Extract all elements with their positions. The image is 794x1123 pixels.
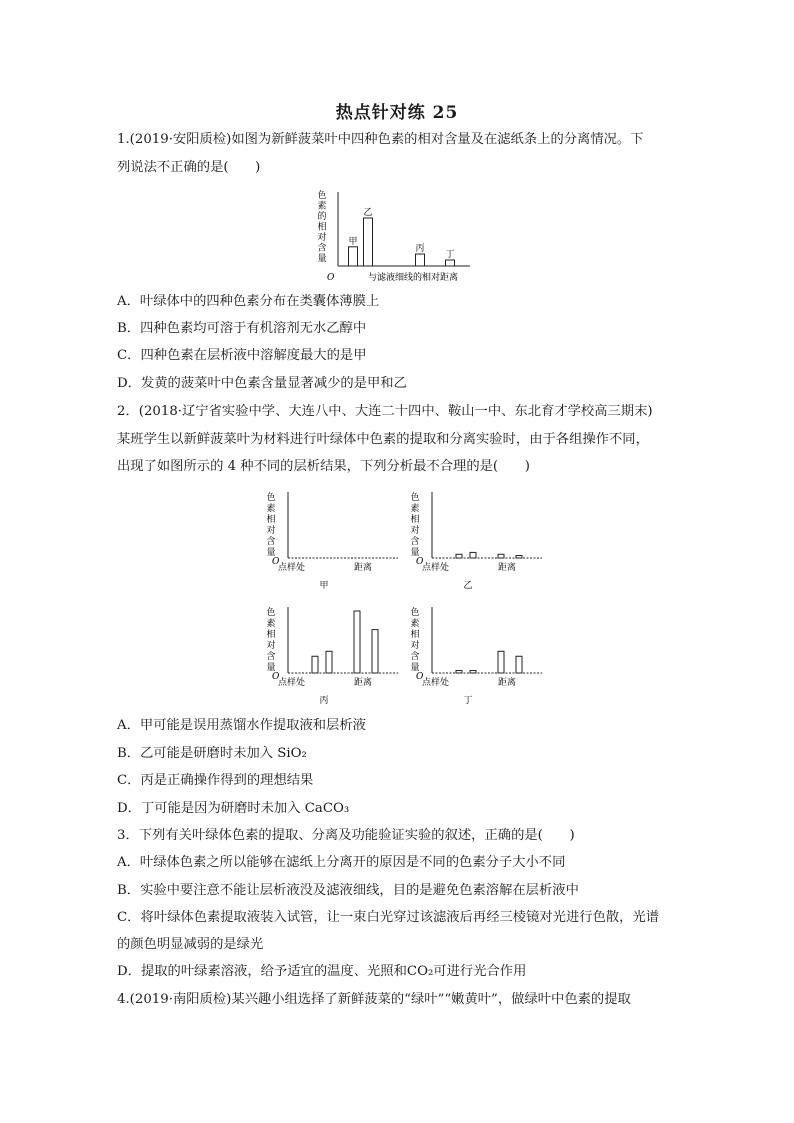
origin-label: O [272,557,280,567]
y-axis-label-char: 对 [410,526,420,536]
y-axis-label-char: 相 [266,515,276,525]
bar-2 [326,651,332,673]
q3-option-b: B．实验中要注意不能让层析液没及滤液细线，目的是避免色素溶解在层析液中 [117,883,579,898]
origin-label: O [272,672,280,682]
bar-丙 [416,254,425,266]
bar-丁 [446,260,455,266]
q2-option-b: B．乙可能是研磨时未加入 SiO₂ [117,746,307,761]
q1-chart [310,186,510,286]
y-axis-label-char: 色 [410,608,420,618]
y-axis-label-char: 相 [410,515,420,525]
y-axis-label-char: 素 [410,504,420,514]
bar-甲 [349,247,358,266]
y-axis-label-char: 相 [317,222,327,233]
y-axis-label-char: 对 [410,641,420,651]
q2-option-c: C．丙是正确操作得到的理想结果 [117,773,314,788]
y-axis-label-char: 量 [410,548,420,558]
bar-3 [354,611,360,673]
y-axis-label-char: 相 [410,630,420,640]
q1-stem-line1: 1.(2019·安阳质检)如图为新鲜菠菜叶中四种色素的相对含量及在滤纸条上的分离情况。下 [117,132,644,147]
panel-label: 甲 [319,581,329,591]
x-start-label: 点样处 [422,678,450,688]
q3-stem: 3．下列有关叶绿体色素的提取、分离及功能验证实验的叙述，正确的是( ) [117,828,575,843]
page-title: 热点针对练 25 [335,103,459,123]
bar-2 [470,552,476,558]
bar-label-丙: 丙 [415,244,425,254]
q3-option-c-cont: 的颜色明显减弱的是绿光 [117,937,264,952]
origin-label: O [327,273,335,283]
q1-option-c: C．四种色素在层析液中溶解度最大的是甲 [117,348,367,363]
y-axis-label-char: 相 [266,630,276,640]
y-axis-label-char: 对 [266,641,276,651]
q2-chart-bing [258,603,408,708]
origin-label: O [416,672,424,682]
x-axis-label: 距离 [498,563,517,573]
q1-option-a: A．叶绿体中的四种色素分布在类囊体薄膜上 [117,294,380,309]
q2-stem-line1: 2．(2018·辽宁省实验中学、大连八中、大连二十四中、鞍山一中、东北育才学校高三期末) [117,404,653,419]
bar-label-丁: 丁 [445,250,455,260]
q2-stem-line3: 出现了如图所示的 4 种不同的层析结果，下列分析最不合理的是( ) [117,459,530,474]
bar-4 [372,630,378,673]
y-axis-label-char: 素 [266,504,276,514]
x-start-label: 点样处 [278,678,306,688]
y-axis-label-char: 含 [266,652,276,662]
y-axis-label-char: 对 [317,233,327,243]
bar-3 [498,554,504,558]
y-axis-label-char: 含 [410,537,420,547]
bar-1 [312,656,318,673]
y-axis-label-char: 对 [266,526,276,536]
y-axis-label-char: 色 [317,191,327,201]
q1-stem-line2: 列说法不正确的是( ) [117,160,261,175]
y-axis-label-char: 量 [317,254,327,264]
q2-chart-jia [258,488,408,593]
y-axis-label-char: 含 [410,652,420,662]
q1-option-d: D．发黄的菠菜叶中色素含量显著减少的是甲和乙 [117,376,407,391]
q2-chart-ding [402,603,552,708]
bar-3 [498,651,504,673]
x-axis-label: 与滤液细线的相对距离 [368,273,459,283]
bar-1 [456,671,462,673]
bar-1 [456,554,462,558]
bar-2 [470,671,476,673]
y-axis-label-char: 色 [266,608,276,618]
y-axis-label-char: 量 [266,663,276,673]
q3-option-d: D．提取的叶绿素溶液，给予适宜的温度、光照和CO₂可进行光合作用 [117,964,527,979]
y-axis-label-char: 色 [410,493,420,503]
bar-label-甲: 甲 [348,236,358,247]
y-axis-label-char: 含 [266,537,276,547]
bar-4 [516,656,522,673]
x-axis-label: 距离 [354,563,373,573]
y-axis-label-char: 素 [266,619,276,629]
y-axis-label-char: 量 [266,548,276,558]
y-axis-label-char: 量 [410,663,420,673]
y-axis-label-char: 素 [317,201,327,212]
panel-label: 乙 [463,581,473,591]
q2-chart-yi [402,488,552,593]
q4-stem-line1: 4.(2019·南阳质检)某兴趣小组选择了新鲜菠菜的“绿叶”“嫩黄叶”，做绿叶中色素的提取 [117,992,631,1007]
x-axis-label: 距离 [354,678,373,688]
q2-stem-line2: 某班学生以新鲜菠菜叶为材料进行叶绿体中色素的提取和分离实验时，由于各组操作不同， [117,432,649,447]
q3-option-c: C．将叶绿体色素提取液装入试管，让一束白光穿过该滤液后再经三棱镜对光进行色散，光谱 [117,910,660,925]
y-axis-label-char: 素 [410,619,420,629]
q1-option-b: B．四种色素均可溶于有机溶剂无水乙醇中 [117,321,367,336]
q3-option-a: A．叶绿体色素之所以能够在滤纸上分离开的原因是不同的色素分子大小不同 [117,855,566,870]
y-axis-label-char: 的 [317,212,327,222]
panel-label: 丙 [319,696,329,706]
panel-label: 丁 [463,696,473,706]
bar-label-乙: 乙 [363,208,373,218]
bar-乙 [364,218,373,266]
origin-label: O [416,557,424,567]
q2-option-a: A．甲可能是误用蒸馏水作提取液和层析液 [117,718,366,733]
x-axis-label: 距离 [498,678,517,688]
bar-4 [516,556,522,558]
q2-option-d: D．丁可能是因为研磨时未加入 CaCO₃ [117,801,350,816]
y-axis-label-char: 含 [317,243,327,254]
x-start-label: 点样处 [422,563,450,573]
y-axis-label-char: 色 [266,493,276,503]
x-start-label: 点样处 [278,563,306,573]
